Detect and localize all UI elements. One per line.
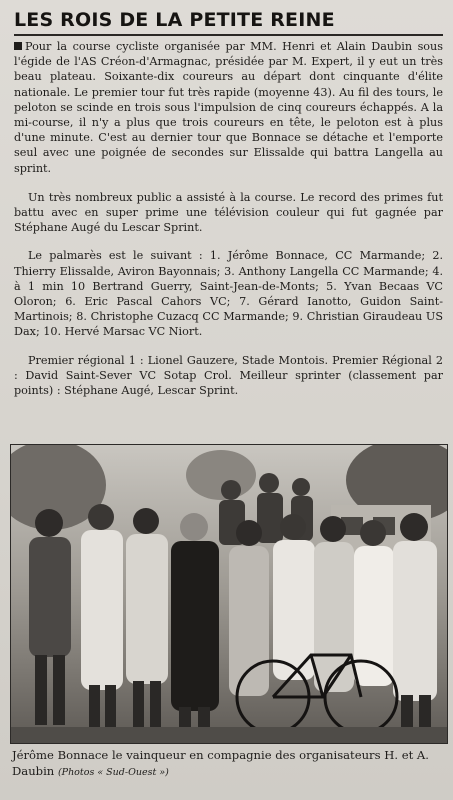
headline: LES ROIS DE LA PETITE REINE	[14, 9, 335, 31]
paragraph-3-text: Le palmarès est le suivant : 1. Jérôme Bonnace, CC Marmande; 2. Thierry Elissalde, Aviron Bayonnais; 3. Anthony Langella CC Marmande; 4. à 1 min 10 Bertrand Guerry, Saint-Jean-de-Monts; 5. Yvan Becaas VC Oloron; 6. Eric Pascal Cahors VC; 7. Gérard Ianotto, Guidon Saint-Martinois; 8. Christophe Cuzacq CC Marmande; 9. Christian Giraudeau US Dax; 10. Hervé Marsac VC Niort.	[14, 249, 443, 339]
paragraph-2-text: Un très nombreux public a assisté à la course. Le record des primes fut battu avec en super prime une télévision couleur qui fut gagnée par Stéphane Augé du Lescar Sprint.	[14, 190, 443, 235]
photo-caption-text: Jérôme Bonnace le vainqueur en compagnie des organisateurs H. et A. Daubin	[12, 748, 429, 778]
paragraph-1-text: Pour la course cycliste organisée par MM. Henri et Alain Daubin sous l'égide de l'AS Créon-d'Armagnac, présidée par M. Expert, il y eut un très beau plateau. Soixante-dix coureurs au départ dont cinquante d'élite nationale. Le premier tour fut très rapide (moyenne 43). Au fil des tours, le peloton se scinde en trois sous l'impulsion de cinq coureurs échappés. A la mi-course, il n'y a plus que trois coureurs en tête, le peloton est à plus d'une minute. C'est au dernier tour que Bonnace se détache et l'emporte seul avec une poignée de secondes sur Elissalde qui battra Langella au sprint.	[14, 40, 443, 175]
photo-credit: (Photos « Sud-Ouest »)	[57, 766, 169, 778]
article-paragraph-2	[14, 190, 443, 236]
headline-rule	[14, 34, 443, 36]
group-photo-illustration	[11, 445, 447, 743]
group-photo	[10, 444, 448, 744]
article-paragraph-1	[14, 39, 443, 176]
paragraph-marker-icon	[14, 42, 22, 50]
photo-caption	[12, 748, 444, 780]
paragraph-4-text: Premier régional 1 : Lionel Gauzere, Stade Montois. Premier Régional 2 : David Saint-Sever VC Sotap Crol. Meilleur sprinter (classement par points) : Stéphane Augé, Lescar Sprint.	[14, 353, 443, 398]
article-paragraph-3	[14, 248, 443, 339]
article-paragraph-4	[14, 353, 443, 399]
